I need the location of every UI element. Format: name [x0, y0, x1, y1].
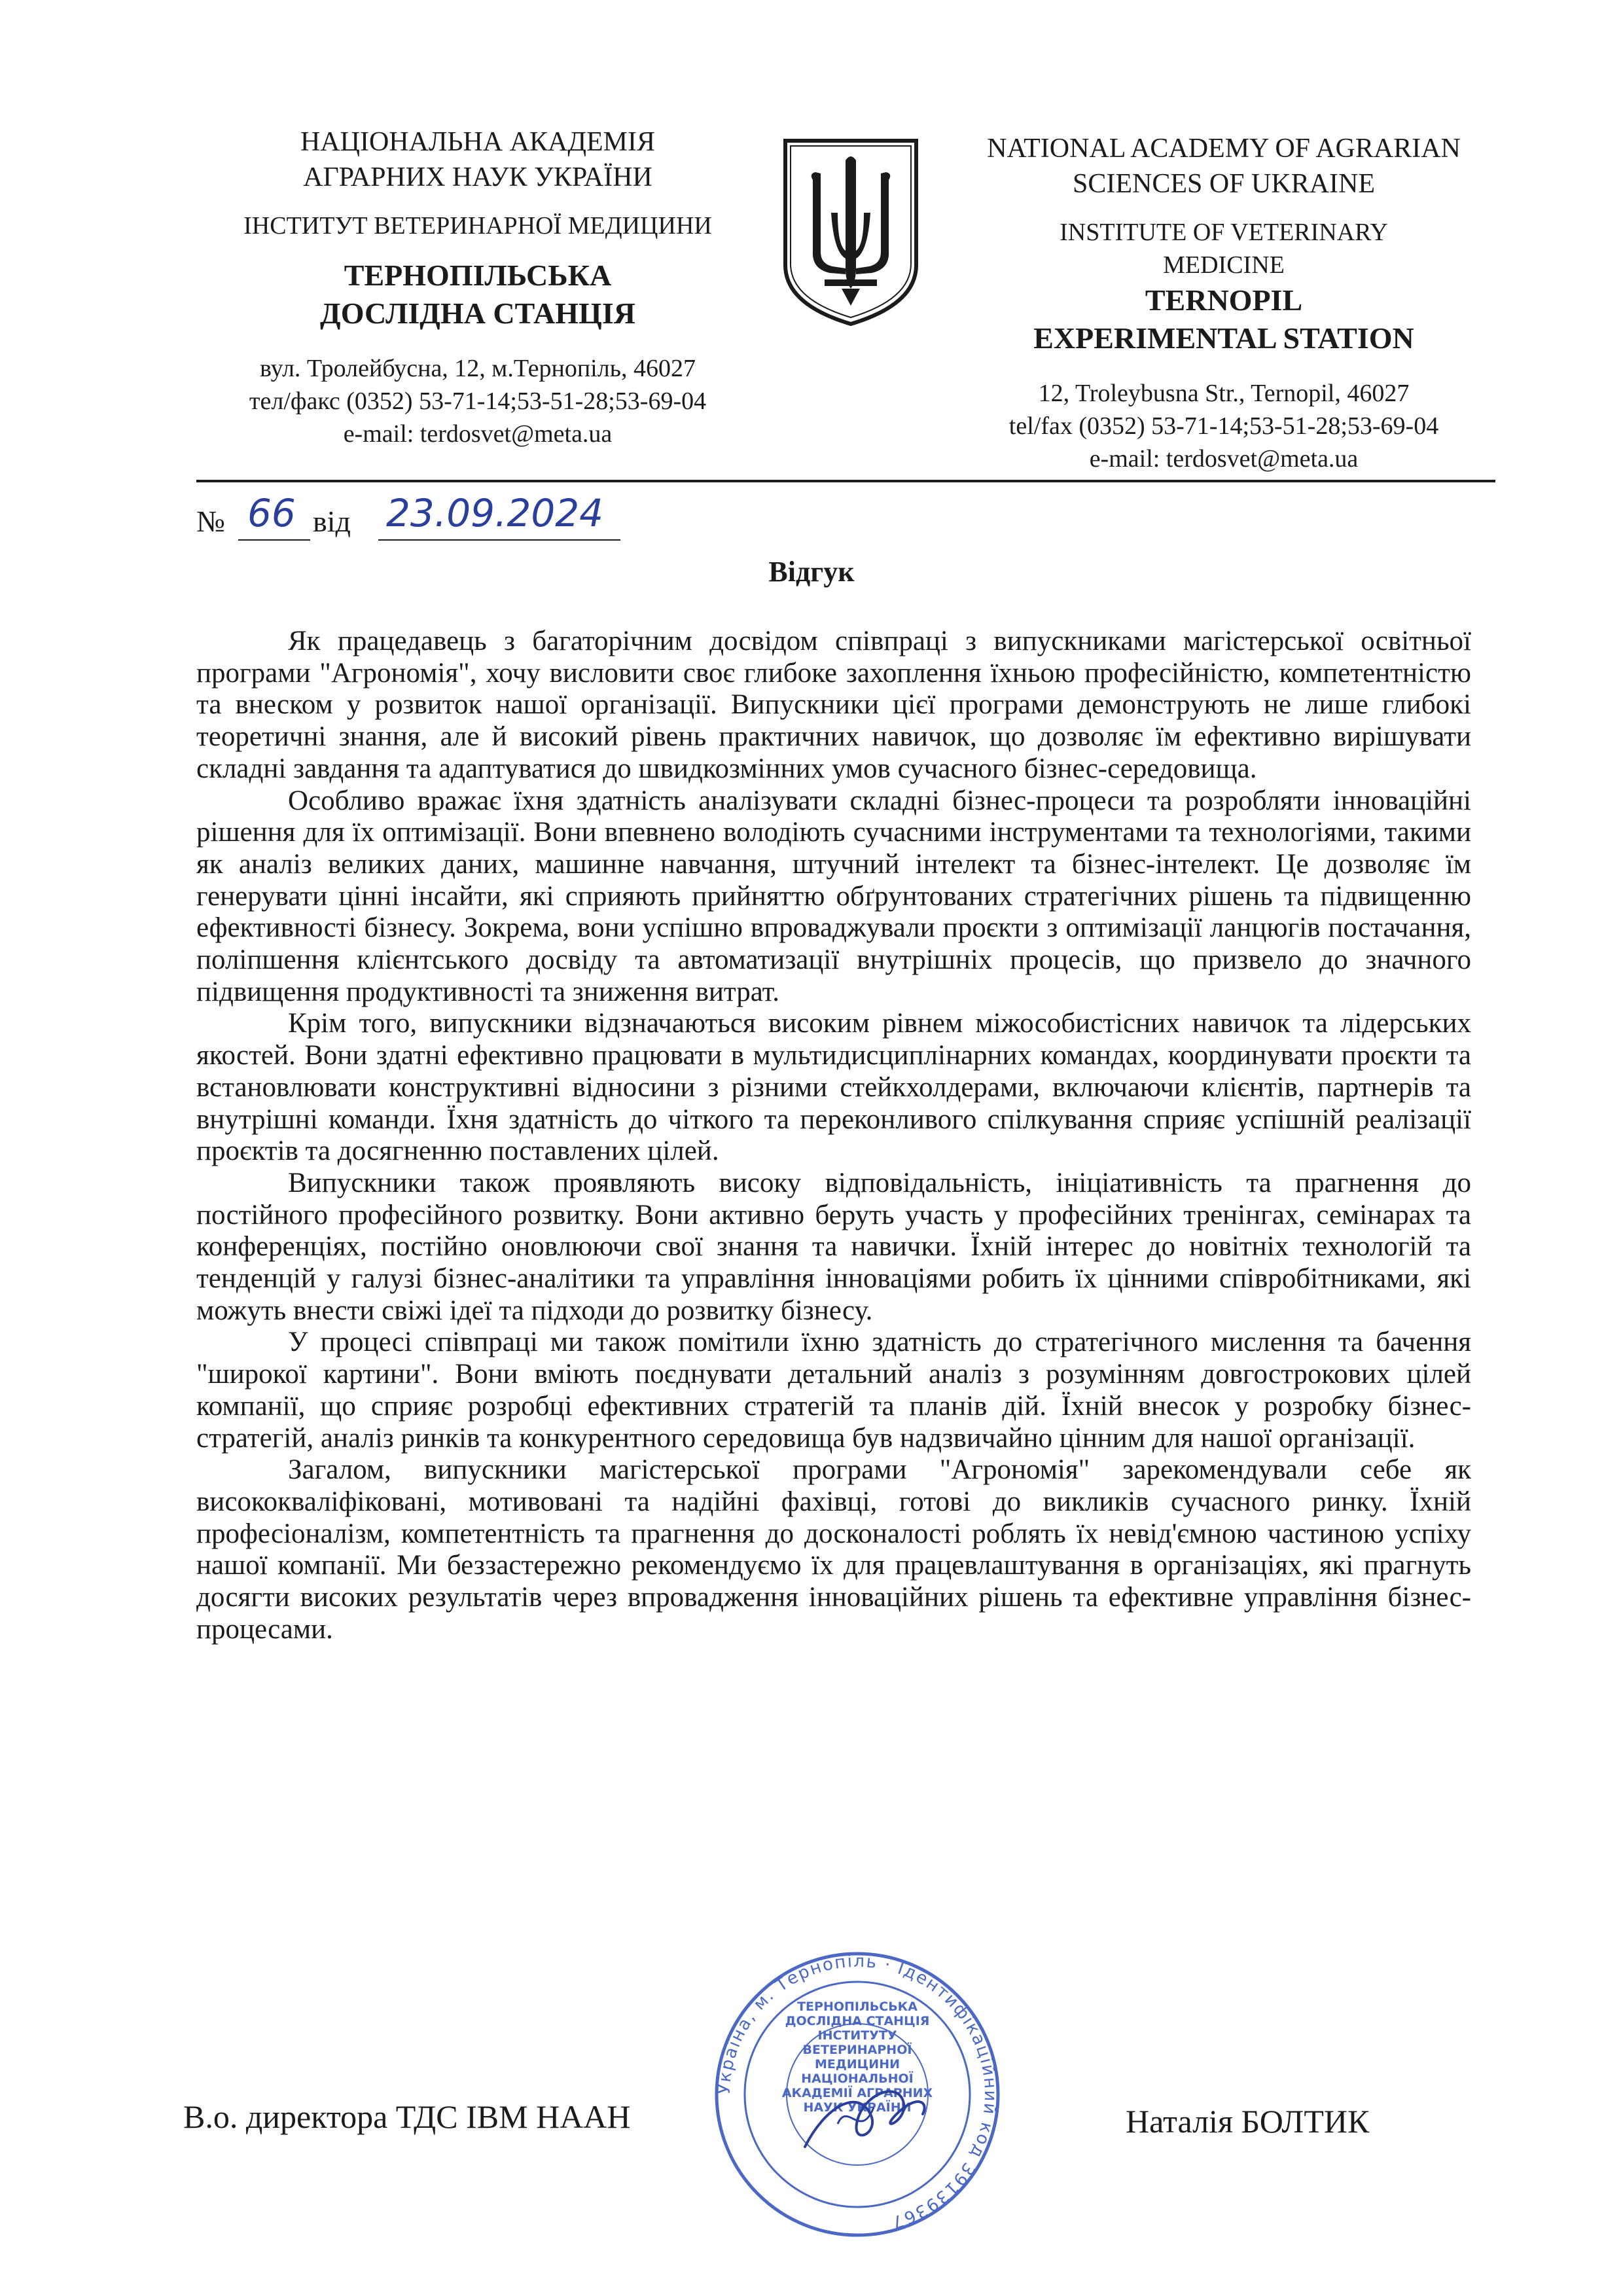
station-name-en-line2: EXPERIMENTAL STATION	[1033, 321, 1414, 355]
stamp-line-8: НАУК УКРАЇНИ	[803, 2100, 912, 2115]
station-name-line2: ДОСЛІДНА СТАНЦІЯ	[320, 296, 635, 330]
letter-body	[196, 626, 1471, 1646]
number-underline	[238, 539, 310, 541]
signatory-name: Наталія БОЛТИК	[1126, 2103, 1370, 2140]
station-name-line1: ТЕРНОПІЛЬСЬКА	[344, 259, 612, 292]
official-stamp-icon	[707, 1950, 1008, 2238]
email-en: e-mail: terdosvet@meta.ua	[1089, 445, 1359, 473]
stamp-line-2: ДОСЛІДНА СТАНЦІЯ	[785, 2014, 930, 2028]
stamp-line-7: АКАДЕМІЇ АГРАРНИХ	[781, 2086, 933, 2100]
address: вул. Тролейбусна, 12, м.Тернопіль, 46027	[259, 355, 696, 382]
stamp-line-1: ТЕРНОПІЛЬСЬКА	[797, 2000, 918, 2014]
paragraph-2: Особливо вражає їхня здатність аналізувати складні бізнес-процеси та розробляти інноваційні рішення для їх оптимізації. Вони впевнено володіють сучасними інструментами та технологіями, такими як аналіз великих даних, машинне навчання, штучний інтелект та бізнес-інтелект. Це дозволяє їм генерувати цінні інсайти, які сприяють прийняттю обґрунтованих стратегічних рішень та підвищенню ефективності бізнесу. Зокрема, вони успішно впроваджували проєкти з оптимізації ланцюгів постачання, поліпшення клієнтського досвіду та автоматизації внутрішніх процесів, що призвело до значного підвищення продуктивності та зниження витрат.	[196, 785, 1471, 1007]
registration-number: 66	[247, 491, 296, 535]
document-title: Відгук	[768, 556, 855, 588]
academy-name-en-line1: NATIONAL ACADEMY OF AGRARIAN	[987, 134, 1461, 164]
number-label: №	[196, 505, 225, 538]
coat-of-arms-icon	[779, 134, 923, 331]
address-en: 12, Troleybusna Str., Ternopil, 46027	[1038, 380, 1410, 407]
institute-name-en-line2: MEDICINE	[1163, 251, 1285, 279]
institute-name: ІНСТИТУТ ВЕТЕРИНАРНОЇ МЕДИЦИНИ	[243, 212, 712, 240]
stamp-line-6: НАЦІОНАЛЬНОЇ	[801, 2072, 914, 2086]
stamp-ring-text: Україна, м. Тернопіль · Ідентифікаційний код 39139367	[714, 1951, 1001, 2233]
paragraph-1: Як працедавець з багаторічним досвідом співпраці з випускниками магістерської освітньої програми "Агрономія", хочу висловити своє глибоке захоплення їхньою професійністю, компетентністю та внеском у розвиток нашої організації. Випускники цієї програми демонструють не лише глибокі теоретичні знання, але й високий рівень практичних навичок, що дозволяє їм ефективно вирішувати складні завдання та адаптуватися до швидкозмінних умов сучасного бізнес-середовища.	[196, 626, 1471, 784]
academy-name-line2: АГРАРНИХ НАУК УКРАЇНИ	[303, 162, 652, 192]
academy-name-line1: НАЦІОНАЛЬНА АКАДЕМІЯ	[300, 127, 656, 157]
email: e-mail: terdosvet@meta.ua	[343, 420, 613, 448]
stamp-line-4: ВЕТЕРИНАРНОЇ	[802, 2043, 912, 2057]
phone-en: tel/fax (0352) 53-71-14;53-51-28;53-69-04	[1008, 412, 1439, 440]
paragraph-4: Випускники також проявляють високу відповідальність, ініціативність та прагнення до постійного професійного розвитку. Вони активно беруть участь у професійних тренінгах, семінарах та конференціях, постійно оновлюючи свої знання та навички. Їхній інтерес до новітніх технологій та тенденцій у галузі бізнес-аналітики та управління інноваціями робить їх цінними співробітниками, які можуть внести свіжі ідеї та підходи до розвитку бізнесу.	[196, 1167, 1471, 1326]
stamp-line-3: ІНСТИТУТУ	[817, 2028, 897, 2043]
institute-name-en-line1: INSTITUTE OF VETERINARY	[1060, 219, 1388, 246]
header-ukrainian	[196, 124, 759, 450]
signatory-position: В.о. директора ТДС ІВМ НААН	[183, 2098, 631, 2135]
stamp-line-5: МЕДИЦИНИ	[814, 2057, 901, 2072]
station-name-en-line1: TERNOPIL	[1145, 283, 1303, 317]
paragraph-3: Крім того, випускники відзначаються високим рівнем міжособистісних навичок та лідерських якостей. Вони здатні ефективно працювати в мультидисциплінарних командах, координувати проєкти та встановлювати конструктивні відносини з різними стейкхолдерами, включаючи клієнтів, партнерів та внутрішні команди. Їхня здатність до чіткого та переконливого спілкування сприяє успішній реалізації проєктів та досягненню поставлених цілей.	[196, 1008, 1471, 1167]
date-label: від	[313, 505, 351, 538]
registration-date: 23.09.2024	[386, 491, 604, 535]
header-english	[936, 131, 1512, 475]
header-divider	[196, 480, 1495, 482]
paragraph-5: У процесі співпраці ми також помітили їхню здатність до стратегічного мислення та бачення "широкої картини". Вони вміють поєднувати детальний аналіз з розумінням довгострокових цілей компанії, що сприяє розробці ефективних стратегій та планів дій. Їхній внесок у розробку бізнес-стратегій, аналіз ринків та конкурентного середовища був надзвичайно цінним для нашої організації.	[196, 1327, 1471, 1454]
date-underline	[378, 539, 620, 541]
academy-name-en-line2: SCIENCES OF UKRAINE	[1072, 169, 1376, 199]
paragraph-6: Загалом, випускники магістерської програми "Агрономія" зарекомендували себе як висококваліфіковані, мотивовані та надійні фахівці, готові до викликів сучасного ринку. Їхній професіоналізм, компетентність та прагнення до досконалості роблять їх невід'ємною частиною успіху нашої компанії. Ми беззастережно рекомендуємо їх для працевлаштування в організаціях, які прагнуть досягти високих результатів через впровадження інноваційних рішень та ефективне управління бізнес-процесами.	[196, 1454, 1471, 1645]
phone: тел/факс (0352) 53-71-14;53-51-28;53-69-04	[249, 387, 707, 415]
